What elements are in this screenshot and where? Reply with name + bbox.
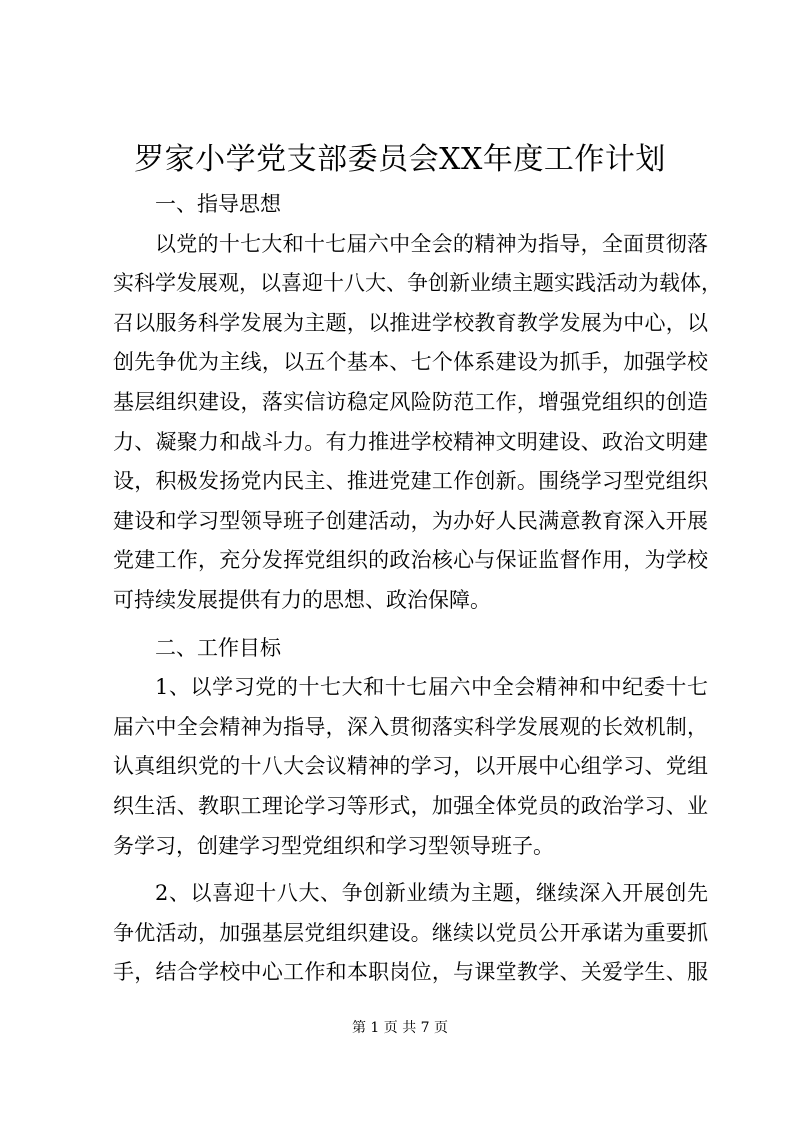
- paragraph-line: 争优活动，加强基层党组织建设。继续以党员公开承诺为重要抓: [113, 920, 708, 945]
- paragraph-line: 实科学发展观，以喜迎十八大、争创新业绩主题实践活动为载体，: [113, 271, 722, 296]
- paragraph-line: 织生活、教职工理论学习等形式，加强全体党员的政治学习、业: [113, 793, 708, 818]
- paragraph-line: 党建工作，充分发挥党组织的政治核心与保证监督作用，为学校: [113, 548, 708, 573]
- paragraph-line: 建设和学习型领导班子创建活动，为办好人民满意教育深入开展: [113, 508, 708, 533]
- document-title: 罗家小学党支部委员会XX年度工作计划: [134, 142, 666, 177]
- paragraph-line: 基层组织建设，落实信访稳定风险防范工作，增强党组织的创造: [113, 389, 708, 414]
- paragraph-line: 设，积极发扬党内民主、推进党建工作创新。围绕学习型党组织: [113, 469, 708, 494]
- paragraph-line: 召以服务科学发展为主题，以推进学校教育教学发展为中心，以: [113, 310, 708, 335]
- paragraph-line: 手，结合学校中心工作和本职岗位，与课堂教学、关爱学生、服: [113, 960, 708, 985]
- section-heading-guiding-ideology: 一、指导思想: [155, 192, 281, 216]
- paragraph-line: 届六中全会精神为指导，深入贯彻落实科学发展观的长效机制，: [113, 714, 708, 739]
- paragraph-line: 2、以喜迎十八大、争创新业绩为主题，继续深入开展创先: [155, 881, 708, 906]
- document-body: [113, 185, 722, 993]
- page-footer: 第 1 页 共 7 页: [351, 1020, 449, 1036]
- paragraph-line: 以党的十七大和十七届六中全会的精神为指导，全面贯彻落: [155, 231, 708, 256]
- paragraph-line: 务学习，创建学习型党组织和学习型领导班子。: [113, 833, 554, 858]
- paragraph-line: 认真组织党的十八大会议精神的学习，以开展中心组学习、党组: [113, 754, 708, 779]
- paragraph-line: 1、以学习党的十七大和十七届六中全会精神和中纪委十七: [155, 675, 708, 700]
- paragraph-line: 创先争优为主线，以五个基本、七个体系建设为抓手，加强学校: [113, 350, 708, 375]
- section-heading-work-goals: 二、工作目标: [155, 635, 281, 660]
- paragraph-line: 力、凝聚力和战斗力。有力推进学校精神文明建设、政治文明建: [113, 429, 708, 454]
- paragraph-line: 可持续发展提供有力的思想、政治保障。: [113, 587, 491, 612]
